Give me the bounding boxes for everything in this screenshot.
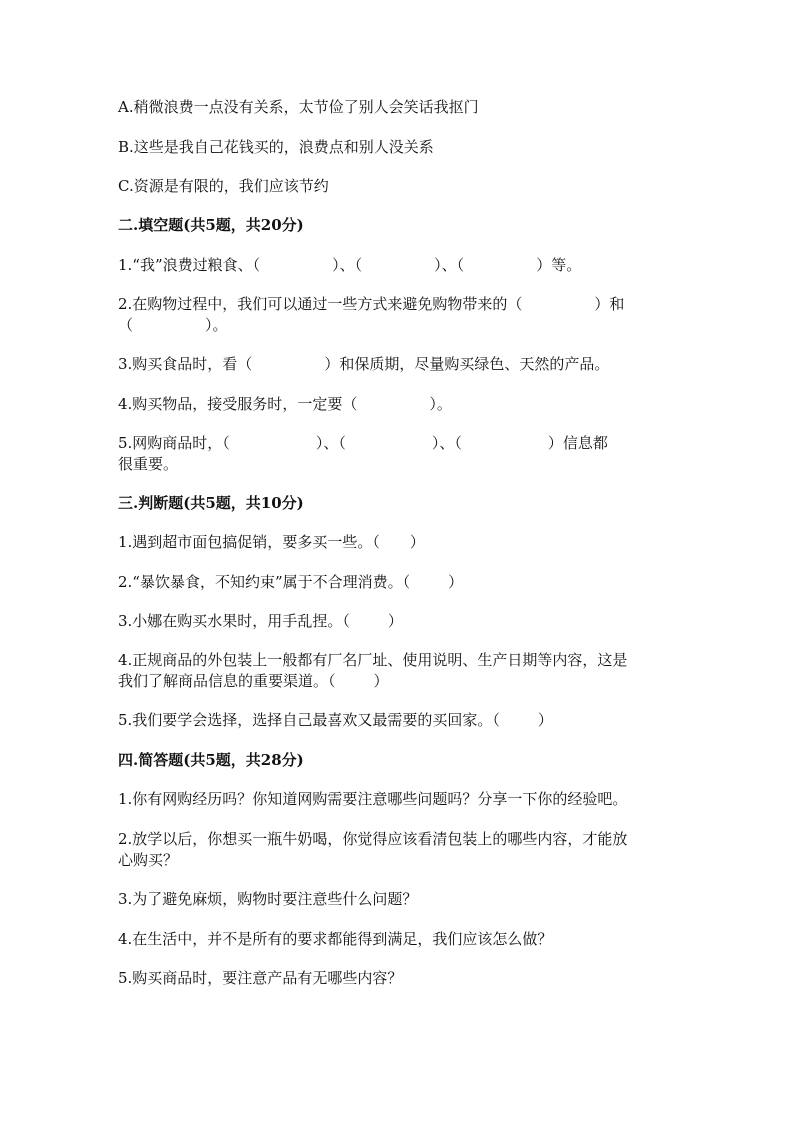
judge-q4-text2: 我们了解商品信息的重要渠道。（ <box>118 672 336 690</box>
fill-q1-part2: ）、（ <box>332 256 363 274</box>
judge-q2-close: ） <box>448 573 464 591</box>
judge-q4-line1 <box>118 650 678 670</box>
short-q1: 1.你有网购经历吗？你知道网购需要注意哪些问题吗？分享一下你的经验吧。 <box>118 790 628 808</box>
fill-q5-part2: ）、（ <box>315 434 346 452</box>
fill-q2-part2: ）和 <box>594 295 625 313</box>
fill-q4 <box>118 394 678 414</box>
judge-q5-close: ） <box>537 711 553 729</box>
fill-q2-part3: （ <box>118 316 134 334</box>
fill-q2-line1 <box>118 294 678 314</box>
section4-heading: 四.简答题(共5题，共28分) <box>118 751 304 769</box>
fill-q1-part4: ）等。 <box>536 256 582 274</box>
fill-q3 <box>118 354 678 374</box>
choice-c: C.资源是有限的，我们应该节约 <box>118 177 329 195</box>
fill-q5-line1 <box>118 433 678 453</box>
fill-q1-part3: ）、（ <box>434 256 465 274</box>
fill-q5-part4: ）信息都 <box>547 434 608 452</box>
fill-q4-part1: 4.购买物品，接受服务时，一定要（ <box>118 395 358 413</box>
fill-q1-part1: 1.“我”浪费过粮食、（ <box>118 256 261 274</box>
fill-q3-part2: ）和保质期，尽量购买绿色、天然的产品。 <box>324 355 610 373</box>
judge-q1-close: ） <box>409 533 425 551</box>
choice-b: B.这些是我自己花钱买的，浪费点和别人没关系 <box>118 138 434 156</box>
judge-q1 <box>118 532 678 552</box>
judge-q1-text: 1.遇到超市面包搞促销，要多买一些。（ <box>118 533 380 551</box>
judge-q5 <box>118 710 678 730</box>
choice-a: A.稍微浪费一点没有关系，太节俭了别人会笑话我抠门 <box>118 98 479 116</box>
fill-q2-part1: 2.在购物过程中，我们可以通过一些方式来避免购物带来的（ <box>118 295 523 313</box>
judge-q3-close: ） <box>387 612 403 630</box>
judge-q4-line2 <box>118 671 678 691</box>
fill-q2-line2 <box>118 315 678 335</box>
judge-q3 <box>118 611 678 631</box>
section3-heading: 三.判断题(共5题，共10分) <box>118 494 304 512</box>
fill-q5-line2 <box>118 454 678 474</box>
fill-q5-part5: 很重要。 <box>118 455 179 473</box>
fill-q2-part4: ）。 <box>205 316 228 334</box>
short-q2-line1: 2.放学以后，你想买一瓶牛奶喝，你觉得应该看清包装上的哪些内容，才能放 <box>118 830 628 848</box>
section2-heading: 二.填空题(共5题，共20分) <box>118 216 304 234</box>
judge-q2-text: 2.“暴饮暴食，不知约束”属于不合理消费。（ <box>118 573 411 591</box>
fill-q3-part1: 3.购买食品时，看（ <box>118 355 253 373</box>
judge-q5-text: 5.我们要学会选择，选择自己最喜欢又最需要的买回家。（ <box>118 711 500 729</box>
short-q3: 3.为了避免麻烦，购物时要注意些什么问题？ <box>118 890 418 908</box>
judge-q4-text1: 4.正规商品的外包装上一般都有厂名厂址、使用说明、生产日期等内容，这是 <box>118 651 628 669</box>
fill-q5-part1: 5.网购商品时，（ <box>118 434 230 452</box>
fill-q1 <box>118 255 678 275</box>
fill-q5-part3: ）、（ <box>431 434 462 452</box>
short-q5: 5.购买商品时，要注意产品有无哪些内容？ <box>118 969 403 987</box>
judge-q3-text: 3.小娜在购买水果时，用手乱捏。（ <box>118 612 350 630</box>
short-q4: 4.在生活中，并不是所有的要求都能得到满足，我们应该怎么做？ <box>118 930 553 948</box>
fill-q4-part2: ）。 <box>429 395 452 413</box>
judge-q2 <box>118 572 678 592</box>
judge-q4-close: ） <box>373 672 389 690</box>
short-q2-line2: 心购买？ <box>118 851 179 869</box>
